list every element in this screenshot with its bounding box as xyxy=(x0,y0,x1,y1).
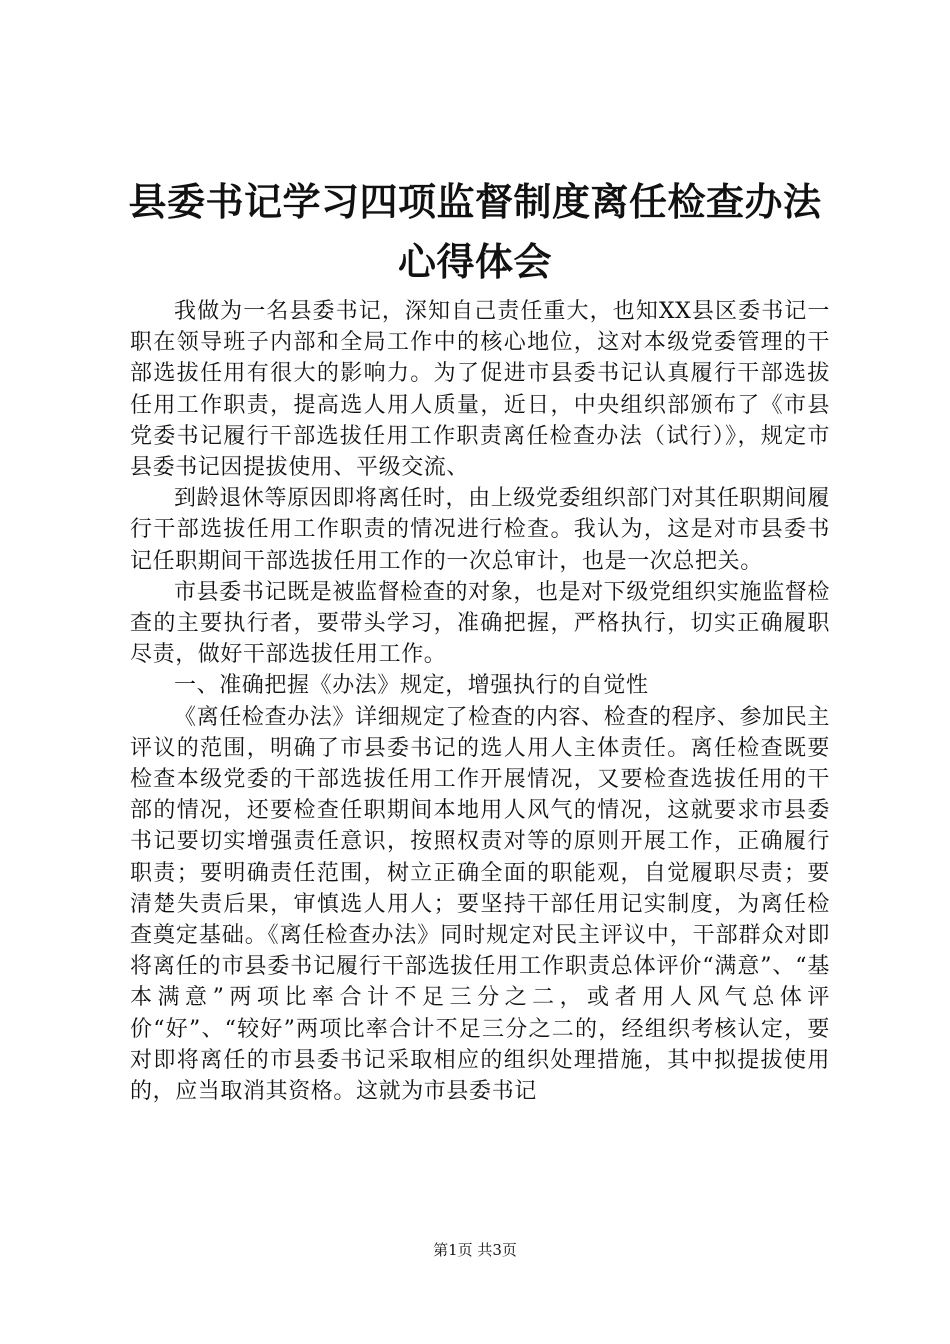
document-body xyxy=(130,296,830,1107)
document-title: 县委书记学习四项监督制度离任检查办法心得体会 xyxy=(128,180,822,284)
paragraph-4: 《离任检查办法》详细规定了检查的内容、检查的程序、参加民主评议的范围，明确了市县委书记的选人用人主体责任。离任检查既要检查本级党委的干部选拔任用工作开展情况，又要检查选拔任用的干部的情况，还要检查任职期间本地用人风气的情况，这就要求市县委书记要切实增强责任意识，按照权责对等的原则开展工作，正确履行职责；要明确责任范围，树立正确全面的职能观，自觉履职尽责；要清楚失责后果，审慎选人用人；要坚持干部任用记实制度，为离任检查奠定基础。《离任检查办法》同时规定对民主评议中，干部群众对即将离任的市县委书记履行干部选拔任用工作职责总体评价“满意”、“基本满意”两项比率合计不足三分之二，或者用人风气总体评价“好”、“较好”两项比率合计不足三分之二的，经组织考核认定，要对即将离任的市县委书记采取相应的组织处理措施，其中拟提拔使用的，应当取消其资格。这就为市县委书记 xyxy=(130,704,830,1105)
paragraph-2: 到龄退休等原因即将离任时，由上级党委组织部门对其任职期间履行干部选拔任用工作职责的情况进行检查。我认为，这是对市县委书记任职期间干部选拔任用工作的一次总审计，也是一次总把关。 xyxy=(130,486,830,574)
paragraph-1: 我做为一名县委书记，深知自己责任重大，也知XX县区委书记一职在领导班子内部和全局工作中的核心地位，这对本级党委管理的干部选拔任用有很大的影响力。为了促进市县委书记认真履行干部选拔任用工作职责，提高选人用人质量，近日，中央组织部颁布了《市县党委书记履行干部选拔任用工作职责离任检查办法（试行）》，规定市县委书记因提拔使用、平级交流、 xyxy=(130,299,830,481)
paragraph-3: 市县委书记既是被监督检查的对象，也是对下级党组织实施监督检查的主要执行者，要带头学习，准确把握，严格执行，切实正确履职尽责，做好干部选拔任用工作。 xyxy=(130,579,830,668)
section-heading-1: 一、准确把握《办法》规定，增强执行的自觉性 xyxy=(174,673,649,699)
page-footer: 第1页 共3页 xyxy=(433,1241,517,1259)
